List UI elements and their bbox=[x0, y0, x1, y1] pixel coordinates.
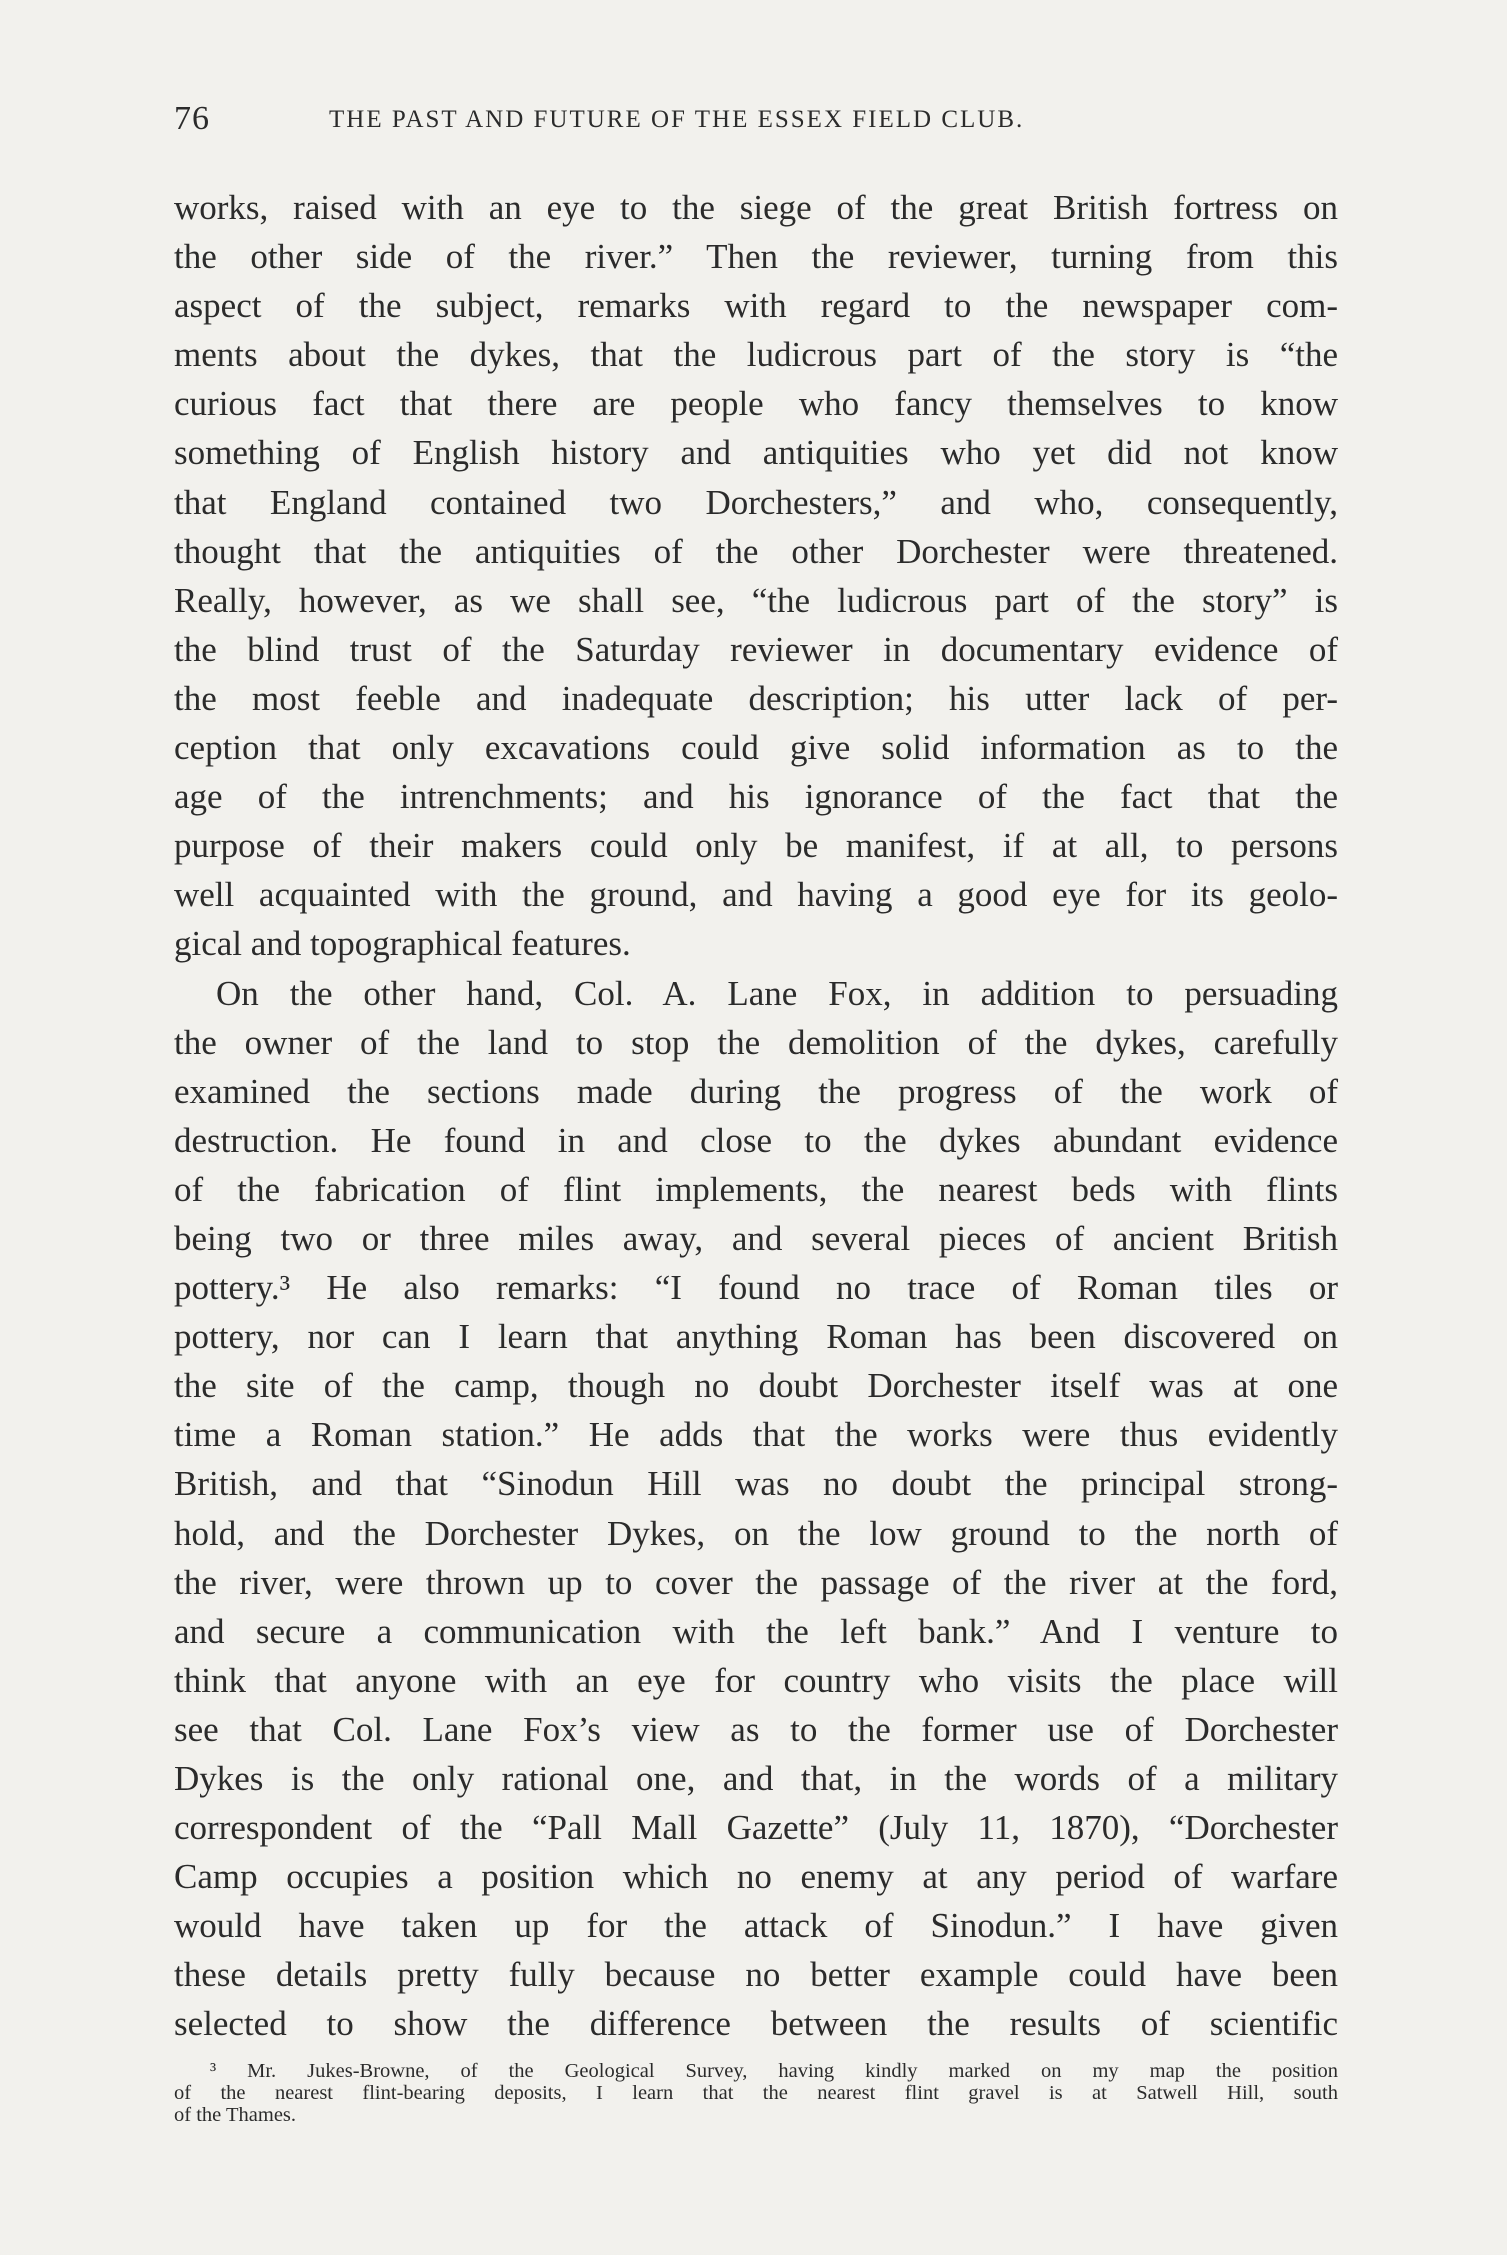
footnote-line: of the Thames. bbox=[174, 2104, 297, 2126]
body-line: gical and topographical features. bbox=[174, 924, 631, 964]
body-line: ments about the dykes, that the ludicrous part of the story is “the bbox=[174, 335, 1338, 375]
body-line: age of the intrenchments; and his ignorance of the fact that the bbox=[174, 777, 1338, 817]
body-line: pottery, nor can I learn that anything Roman has been discovered on bbox=[174, 1317, 1338, 1357]
body-line: that England contained two Dorchesters,” and who, consequently, bbox=[174, 482, 1338, 522]
body-line: works, raised with an eye to the siege of the great British fortress on bbox=[174, 188, 1338, 227]
footnote-line: ³ Mr. Jukes-Browne, of the Geological Survey, having kindly marked on my map the position bbox=[210, 2060, 1338, 2082]
body-line: the blind trust of the Saturday reviewer in documentary evidence of bbox=[174, 629, 1338, 669]
page-number: 76 bbox=[174, 100, 210, 137]
body-line: something of English history and antiquities who yet did not know bbox=[174, 433, 1338, 473]
body-line: the site of the camp, though no doubt Dorchester itself was at one bbox=[174, 1366, 1338, 1406]
body-line: On the other hand, Col. A. Lane Fox, in addition to persuading bbox=[216, 973, 1338, 1013]
body-line: see that Col. Lane Fox’s view as to the former use of Dorchester bbox=[174, 1709, 1338, 1749]
body-line: these details pretty fully because no better example could have been bbox=[174, 1955, 1338, 1995]
body-line: being two or three miles away, and several pieces of ancient British bbox=[174, 1218, 1338, 1258]
body-line: would have taken up for the attack of Sinodun.” I have given bbox=[174, 1906, 1338, 1946]
body-line: the other side of the river.” Then the reviewer, turning from this bbox=[174, 237, 1338, 277]
page-header bbox=[174, 100, 1336, 140]
body-line: the owner of the land to stop the demolition of the dykes, carefully bbox=[174, 1022, 1338, 1062]
running-title: THE PAST AND FUTURE OF THE ESSEX FIELD CLUB. bbox=[329, 106, 1025, 133]
body-line: hold, and the Dorchester Dykes, on the low ground to the north of bbox=[174, 1513, 1338, 1553]
body-line: destruction. He found in and close to the dykes abundant evidence bbox=[174, 1120, 1338, 1160]
body-line: ception that only excavations could give solid information as to the bbox=[174, 728, 1338, 768]
footnote bbox=[174, 2060, 1338, 2126]
footnote-line: of the nearest flint-bearing deposits, I learn that the nearest flint gravel is at Satwell Hill, south bbox=[174, 2082, 1338, 2104]
body-line: British, and that “Sinodun Hill was no doubt the principal strong- bbox=[174, 1464, 1338, 1504]
body-line: purpose of their makers could only be manifest, if at all, to persons bbox=[174, 826, 1338, 866]
body-line: examined the sections made during the progress of the work of bbox=[174, 1071, 1338, 1111]
body-line: thought that the antiquities of the other Dorchester were threatened. bbox=[174, 531, 1338, 571]
body-line: aspect of the subject, remarks with regard to the newspaper com- bbox=[174, 286, 1338, 326]
body-line: time a Roman station.” He adds that the works were thus evidently bbox=[174, 1415, 1338, 1455]
body-line: Camp occupies a position which no enemy at any period of warfare bbox=[174, 1857, 1338, 1897]
body-line: of the fabrication of flint implements, the nearest beds with flints bbox=[174, 1169, 1338, 1209]
body-line: well acquainted with the ground, and having a good eye for its geolo- bbox=[174, 875, 1338, 915]
body-line: and secure a communication with the left bank.” And I venture to bbox=[174, 1611, 1338, 1651]
body-line: Really, however, as we shall see, “the ludicrous part of the story” is bbox=[174, 580, 1338, 620]
body-line: the most feeble and inadequate description; his utter lack of per- bbox=[174, 678, 1338, 718]
body-text bbox=[174, 183, 1338, 2049]
body-line: pottery.³ He also remarks: “I found no trace of Roman tiles or bbox=[174, 1268, 1338, 1308]
body-line: Dykes is the only rational one, and that, in the words of a military bbox=[174, 1759, 1338, 1798]
body-line: think that anyone with an eye for country who visits the place will bbox=[174, 1660, 1338, 1700]
body-line: selected to show the difference between the results of scientific bbox=[174, 2004, 1338, 2044]
body-line: correspondent of the “Pall Mall Gazette” (July 11, 1870), “Dorchester bbox=[174, 1808, 1338, 1848]
body-line: curious fact that there are people who fancy themselves to know bbox=[174, 384, 1338, 424]
body-line: the river, were thrown up to cover the passage of the river at the ford, bbox=[174, 1562, 1338, 1602]
